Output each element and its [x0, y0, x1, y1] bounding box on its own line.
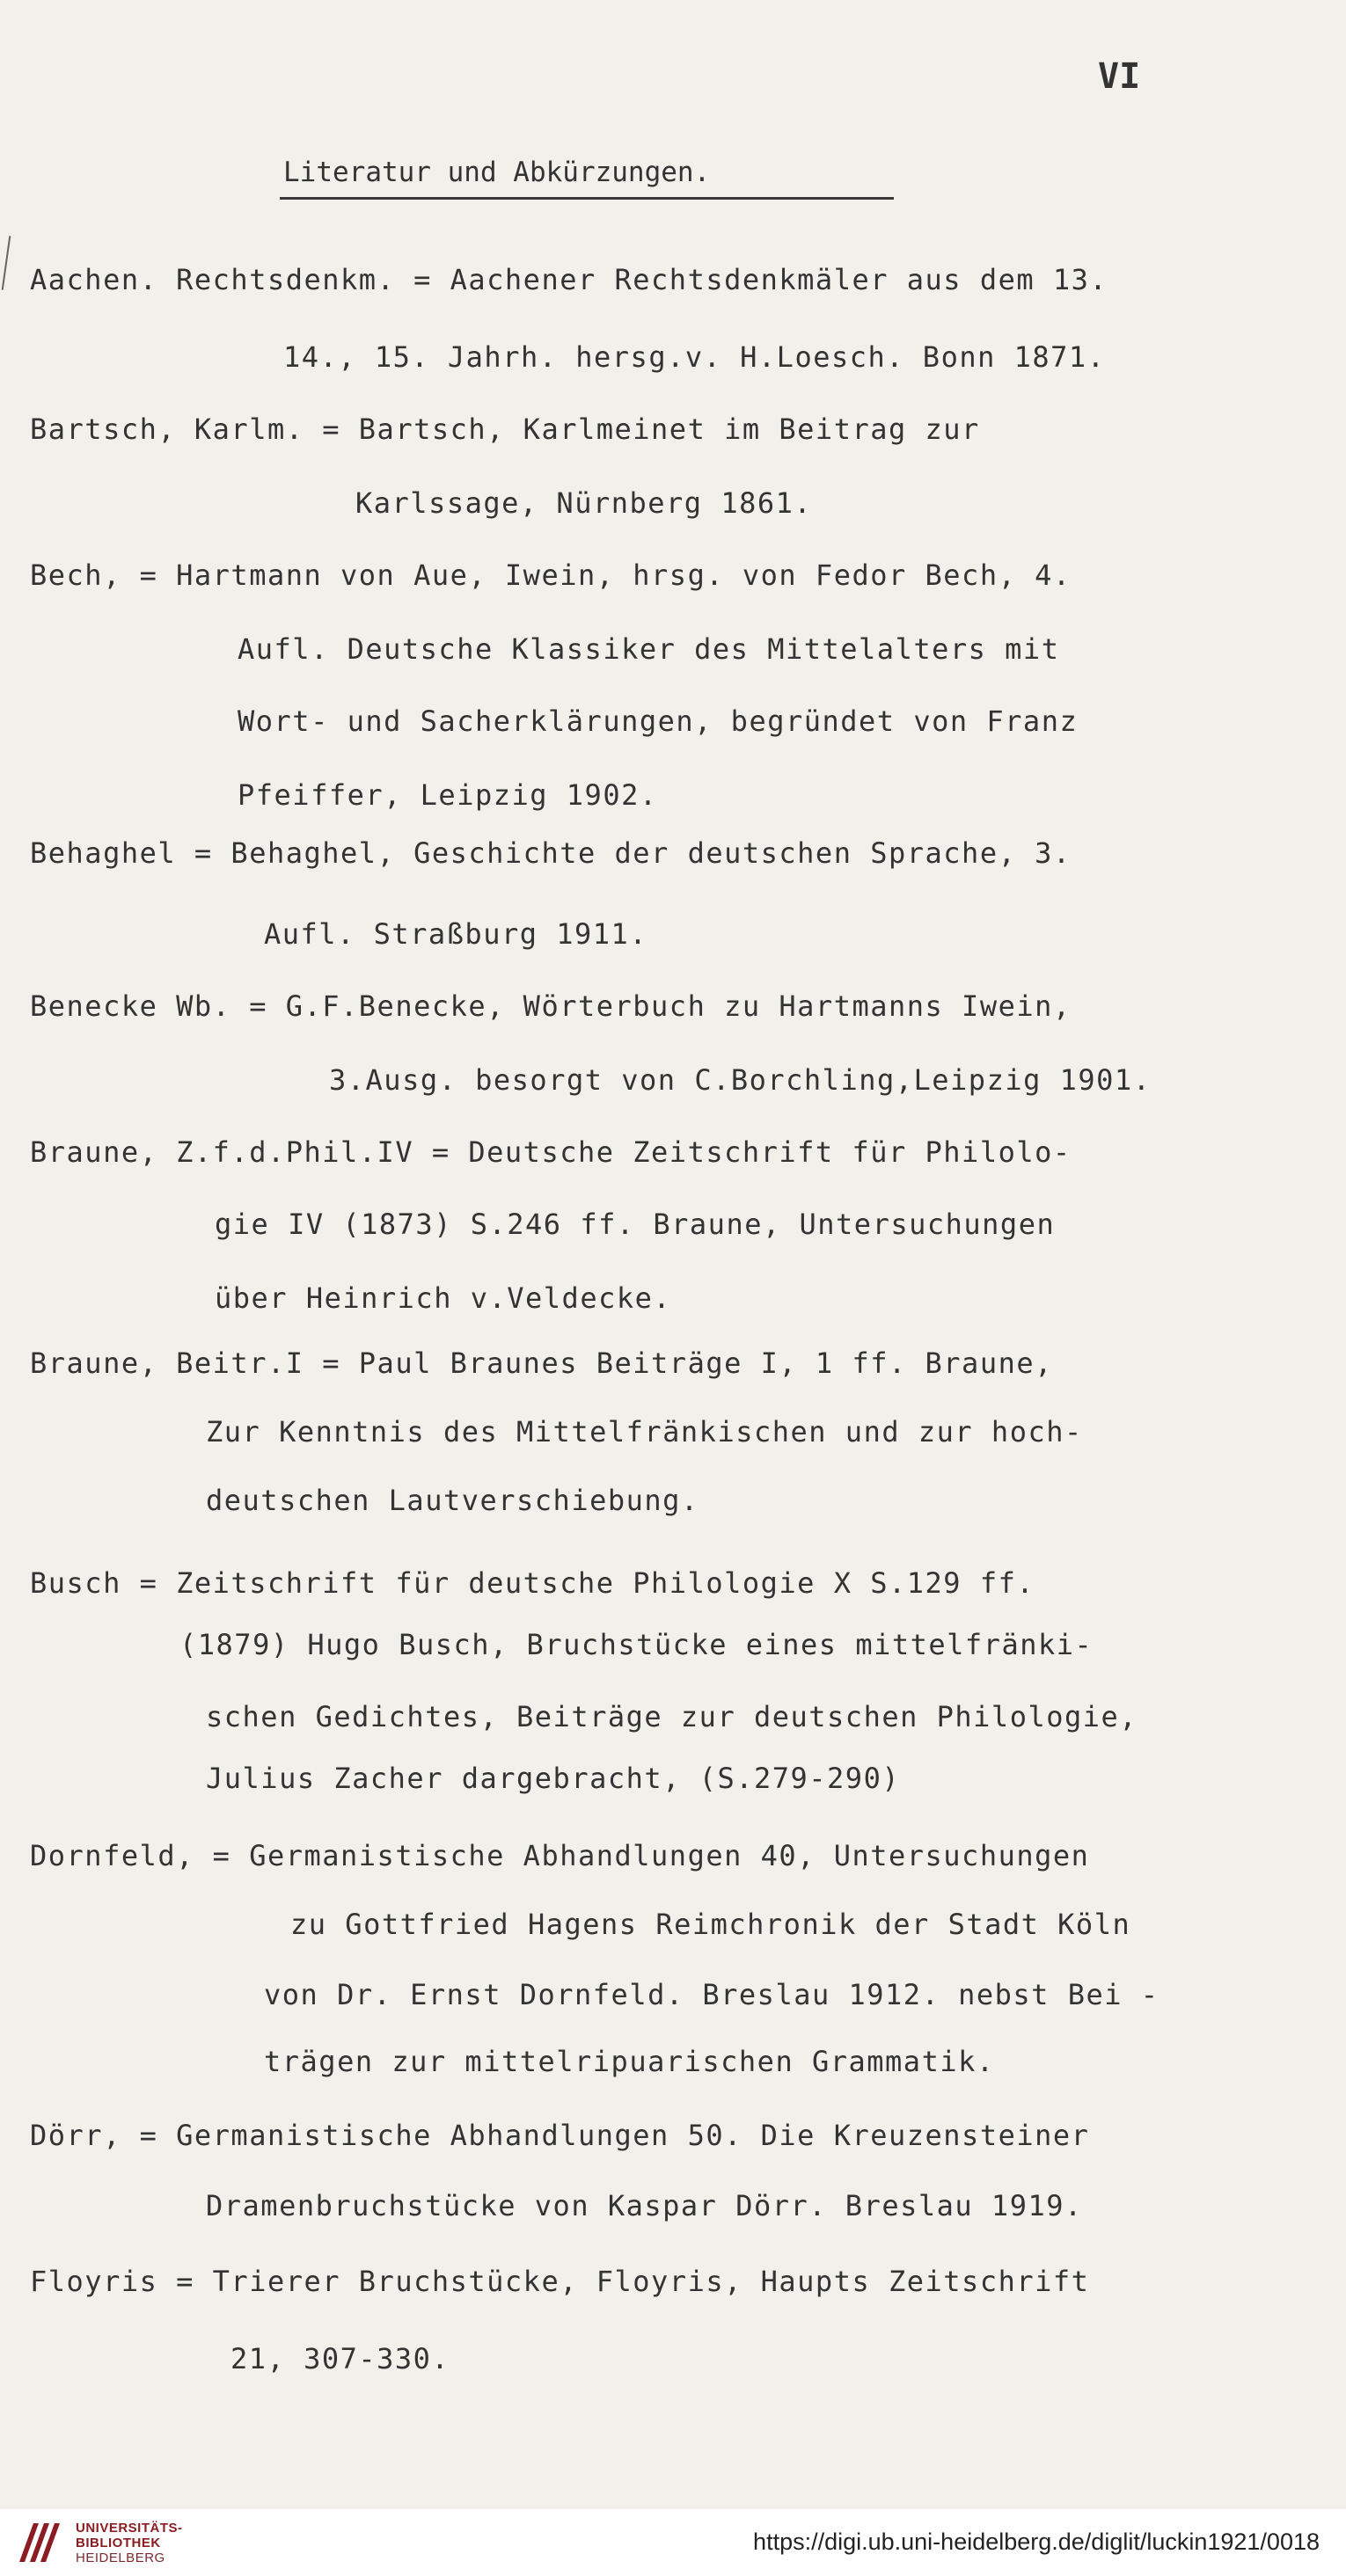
entry-line: Wort- und Sacherklärungen, begründet von Franz [238, 704, 1079, 738]
entry-line: Zur Kenntnis des Mittelfränkischen und zur hoch- [206, 1415, 1083, 1449]
page-title: Literatur und Abkürzungen. [283, 157, 711, 188]
entry-line: schen Gedichtes, Beiträge zur deutschen Philologie, [206, 1700, 1138, 1733]
entry-line: Braune, Z.f.d.Phil.IV = Deutsche Zeitschrift für Philolo- [30, 1135, 1072, 1169]
entry-line: Aufl. Straßburg 1911. [264, 917, 648, 951]
library-name [76, 2521, 183, 2565]
entry-line: von Dr. Ernst Dornfeld. Breslau 1912. nebst Bei - [264, 1978, 1159, 2011]
entry-line: Braune, Beitr.I = Paul Braunes Beiträge I, 1 ff. Braune, [30, 1346, 1053, 1380]
entry-line: über Heinrich v.Veldecke. [215, 1281, 672, 1315]
entry-line: Dörr, = Germanistische Abhandlungen 50. Die Kreuzensteiner [30, 2119, 1090, 2152]
page-number: VI [1098, 56, 1141, 97]
margin-mark [2, 236, 11, 290]
entry-line: Karlssage, Nürnberg 1861. [355, 486, 813, 520]
entry-line: (1879) Hugo Busch, Bruchstücke eines mittelfränki- [179, 1628, 1094, 1661]
entry-line: trägen zur mittelripuarischen Grammatik. [264, 2045, 995, 2078]
entry-line: Julius Zacher dargebracht, (S.279-290) [206, 1762, 901, 1795]
university-library-logo-icon [14, 2518, 63, 2567]
entry-line: Busch = Zeitschrift für deutsche Philologie X S.129 ff. [30, 1566, 1035, 1600]
entry-line: Behaghel = Behaghel, Geschichte der deutschen Sprache, 3. [30, 836, 1072, 870]
entry-line: gie IV (1873) S.246 ff. Braune, Untersuchungen [215, 1208, 1056, 1241]
entry-line: zu Gottfried Hagens Reimchronik der Stadt Köln [290, 1908, 1131, 1941]
library-name-line3: HEIDELBERG [76, 2550, 165, 2565]
entry-line: 3.Ausg. besorgt von C.Borchling,Leipzig 1901. [329, 1063, 1152, 1097]
entry-line: Bech, = Hartmann von Aue, Iwein, hrsg. von Fedor Bech, 4. [30, 558, 1072, 592]
entry-line: Benecke Wb. = G.F.Benecke, Wörterbuch zu Hartmanns Iwein, [30, 989, 1072, 1023]
entry-line: Floyris = Trierer Bruchstücke, Floyris, Haupts Zeitschrift [30, 2265, 1090, 2298]
entry-line: Dornfeld, = Germanistische Abhandlungen 40, Untersuchungen [30, 1839, 1090, 1872]
entry-line: 21, 307-330. [230, 2342, 450, 2375]
title-underline [280, 197, 894, 200]
entry-line: deutschen Lautverschiebung. [206, 1484, 699, 1517]
entry-line: Aachen. Rechtsdenkm. = Aachener Rechtsdenkmäler aus dem 13. [30, 263, 1108, 296]
library-name-line2: BIBLIOTHEK [76, 2536, 161, 2550]
entry-line: Pfeiffer, Leipzig 1902. [238, 778, 658, 812]
entry-line: 14., 15. Jahrh. hersg.v. H.Loesch. Bonn 1871. [283, 340, 1106, 374]
source-url-link[interactable]: https://digi.ub.uni-heidelberg.de/diglit/luckin1921/0018 [753, 2529, 1320, 2555]
entry-line: Bartsch, Karlm. = Bartsch, Karlmeinet im Beitrag zur [30, 412, 980, 446]
entry-line: Aufl. Deutsche Klassiker des Mittelalters mit [238, 632, 1060, 666]
entry-line: Dramenbruchstücke von Kaspar Dörr. Breslau 1919. [206, 2189, 1083, 2222]
library-name-line1: UNIVERSITÄTS- [76, 2521, 183, 2536]
